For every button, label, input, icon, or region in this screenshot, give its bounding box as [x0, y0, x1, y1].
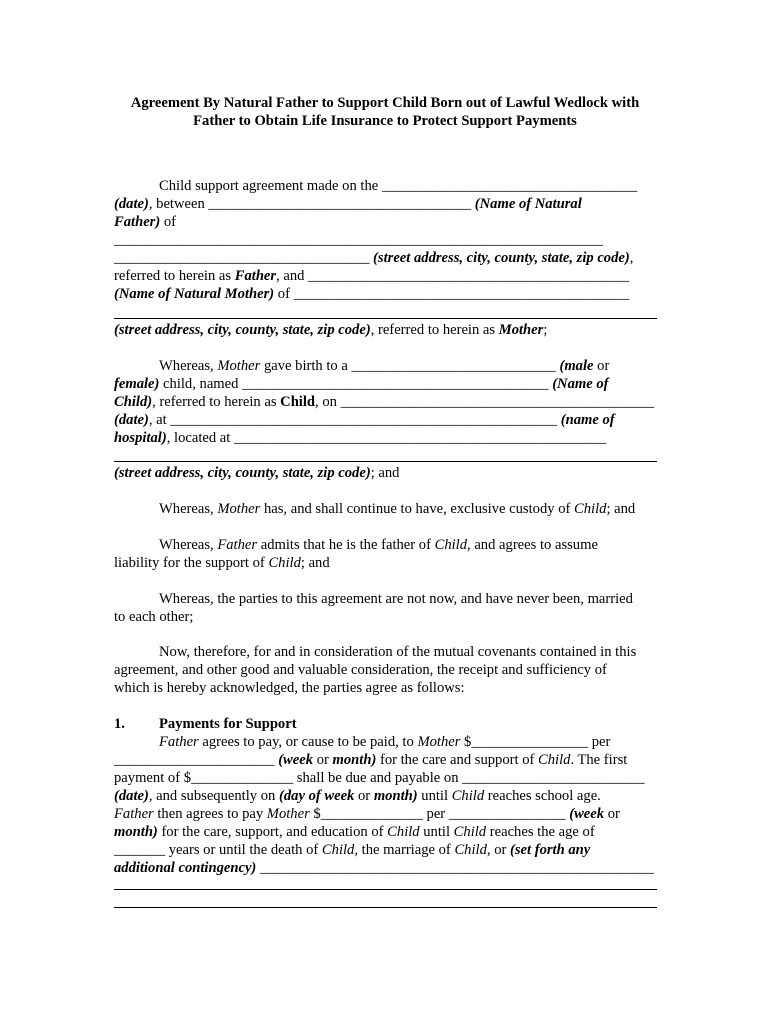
birth-address-line	[114, 464, 399, 482]
male-label: (male	[559, 358, 594, 374]
section-heading: Payments for Support	[159, 716, 297, 732]
paternity-text-2: , and agrees to assume	[467, 537, 598, 553]
child-term: Child	[387, 824, 420, 840]
first-text: . The first	[570, 752, 628, 768]
whereas-text: Whereas,	[159, 358, 218, 374]
natural-father-label: (Name of Natural	[474, 196, 582, 212]
mother-term: Mother	[217, 501, 261, 517]
name-of-hospital-label: (name of	[560, 412, 615, 428]
located-blank-text: , located at ___________________________________________________	[166, 430, 607, 446]
child-term: Child	[454, 842, 487, 858]
father-term: Father	[234, 268, 277, 284]
mother-term: Mother	[266, 806, 310, 822]
blank-line: ___________________________________________________________________	[114, 232, 603, 248]
referred-text: , referred to herein as	[370, 322, 499, 338]
female-label: female)	[114, 376, 160, 392]
week-label: (week	[278, 752, 314, 768]
of-text: of	[160, 214, 177, 230]
married-line-2: to each other;	[114, 609, 194, 625]
birth-line-5	[114, 429, 606, 447]
hospital-label: hospital)	[114, 430, 167, 446]
payment-line-5	[114, 805, 620, 823]
father-term: Father	[159, 734, 199, 750]
date-label: (date)	[114, 412, 149, 428]
document-title-line-2: Father to Obtain Life Insurance to Protect Support Payments	[193, 113, 577, 129]
father-term: Father	[114, 806, 154, 822]
gave-birth-text: gave birth to a ____________________________	[260, 358, 560, 374]
father-address-line	[114, 249, 633, 267]
document-title-line-1: Agreement By Natural Father to Support Child Born out of Lawful Wedlock with	[130, 95, 640, 111]
semicolon-text: ;	[543, 322, 548, 338]
child-term: Child	[434, 537, 468, 553]
date-label: (date)	[114, 788, 149, 804]
referred-text: , referred to herein as	[152, 394, 281, 410]
payment-line-6	[114, 823, 595, 841]
blank-rule	[114, 907, 657, 908]
day-of-week-label: (day of week	[278, 788, 355, 804]
birth-line-3	[114, 393, 654, 411]
for-care-text: for the care and support of	[376, 752, 538, 768]
years-blank-text: _______ years or until the death of	[114, 842, 322, 858]
and-text: ; and	[300, 555, 330, 571]
child-term: Child	[268, 555, 301, 571]
father-name-line	[114, 195, 582, 213]
marriage-text: , the marriage of	[354, 842, 455, 858]
and-text: ; and	[370, 465, 400, 481]
payment-line-4	[114, 787, 601, 805]
reaches-age-text: reaches the age of	[486, 824, 595, 840]
school-age-text: reaches school age.	[484, 788, 601, 804]
blank-text: ______________________	[114, 752, 279, 768]
custody-line	[159, 500, 635, 518]
whereas-text: Whereas,	[159, 501, 218, 517]
month-label: month)	[114, 824, 158, 840]
then-agrees-text: then agrees to pay	[153, 806, 267, 822]
on-blank-text: , on ___________________________________________	[315, 394, 655, 410]
per-blank-text: $______________ per ________________	[309, 806, 570, 822]
payment-line-3: payment of $______________ shall be due and payable on _________________________	[114, 770, 645, 786]
and-text: ; and	[606, 501, 636, 517]
referred-text: referred to herein as	[114, 268, 235, 284]
mother-term: Mother	[498, 322, 544, 338]
blank-rule	[114, 889, 657, 890]
payment-line-8	[114, 859, 654, 877]
additional-contingency-label: additional contingency)	[114, 860, 257, 876]
payment-line-7	[114, 841, 590, 859]
liability-text: liability for the support of	[114, 555, 269, 571]
child-named-text: child, named __________________________________________	[159, 376, 553, 392]
father-term: Father	[217, 537, 258, 553]
blank-rule	[114, 461, 657, 462]
mother-term: Mother	[217, 358, 261, 374]
or-text: or	[354, 788, 374, 804]
set-forth-label: (set forth any	[510, 842, 591, 858]
intro-text: Child support agreement made on the ___________________________________	[159, 178, 638, 194]
natural-father-label-end: Father)	[114, 214, 161, 230]
blank-text: ___________________________________	[114, 250, 374, 266]
address-label: (street address, city, county, state, zip code)	[114, 465, 371, 481]
mother-name-line	[114, 285, 629, 303]
child-term: Child	[451, 788, 485, 804]
natural-mother-label: (Name of Natural Mother)	[114, 286, 275, 302]
paternity-text: admits that he is the father of	[257, 537, 435, 553]
paternity-line-2	[114, 554, 330, 572]
child-term: Child	[280, 394, 316, 410]
birth-line-4	[114, 411, 615, 429]
birth-line-2	[114, 375, 609, 393]
address-label: (street address, city, county, state, zip code)	[373, 250, 630, 266]
child-term: Child	[574, 501, 607, 517]
blank-rule	[114, 318, 657, 319]
consideration-line-2: agreement, and other good and valuable consideration, the receipt and sufficiency of	[114, 662, 607, 678]
between-text: , between ____________________________________	[148, 196, 475, 212]
care-support-text: for the care, support, and education of	[157, 824, 388, 840]
of-blank-text: of ______________________________________________	[274, 286, 630, 302]
payment-line-2	[114, 751, 627, 769]
referred-father-line	[114, 267, 629, 285]
paternity-line-1	[159, 536, 598, 554]
child-label-end: Child)	[114, 394, 153, 410]
at-blank-text: , at _____________________________________________________	[148, 412, 561, 428]
agreement-intro-line	[159, 177, 637, 195]
child-term: Child	[453, 824, 487, 840]
or-text: or	[313, 752, 333, 768]
or-text: or	[604, 806, 620, 822]
comma-text: ,	[629, 250, 634, 266]
agrees-text: agrees to pay, or cause to be paid, to	[198, 734, 418, 750]
comma-or-text: , or	[486, 842, 510, 858]
section-number: 1.	[114, 716, 125, 732]
birth-line-1	[159, 357, 609, 375]
child-term: Child	[538, 752, 571, 768]
married-line-1: Whereas, the parties to this agreement are not now, and have never been, married	[159, 591, 633, 607]
payment-line-1	[159, 733, 610, 751]
custody-text: has, and shall continue to have, exclusive custody of	[260, 501, 574, 517]
amount-per-text: $________________ per	[460, 734, 611, 750]
blank-text: ______________________________________________________	[256, 860, 654, 876]
whereas-text: Whereas,	[159, 537, 218, 553]
father-label-line	[114, 213, 176, 231]
consideration-line-3: which is hereby acknowledged, the parties agree as follows:	[114, 680, 465, 696]
month-label: month)	[373, 788, 418, 804]
mother-term: Mother	[417, 734, 461, 750]
name-of-child-label: (Name of	[552, 376, 609, 392]
or-text: or	[593, 358, 610, 374]
consideration-line-1: Now, therefore, for and in consideration of the mutual covenants contained in this	[159, 644, 637, 660]
child-term: Child	[321, 842, 355, 858]
date-label: (date)	[114, 196, 149, 212]
month-label: month)	[332, 752, 377, 768]
and-blank-text: , and ____________________________________________	[276, 268, 630, 284]
week-label: (week	[569, 806, 605, 822]
mother-address-line	[114, 321, 547, 339]
until-text: until	[417, 788, 452, 804]
address-label: (street address, city, county, state, zip code)	[114, 322, 371, 338]
subsequently-text: , and subsequently on	[148, 788, 279, 804]
until-text: until	[419, 824, 454, 840]
